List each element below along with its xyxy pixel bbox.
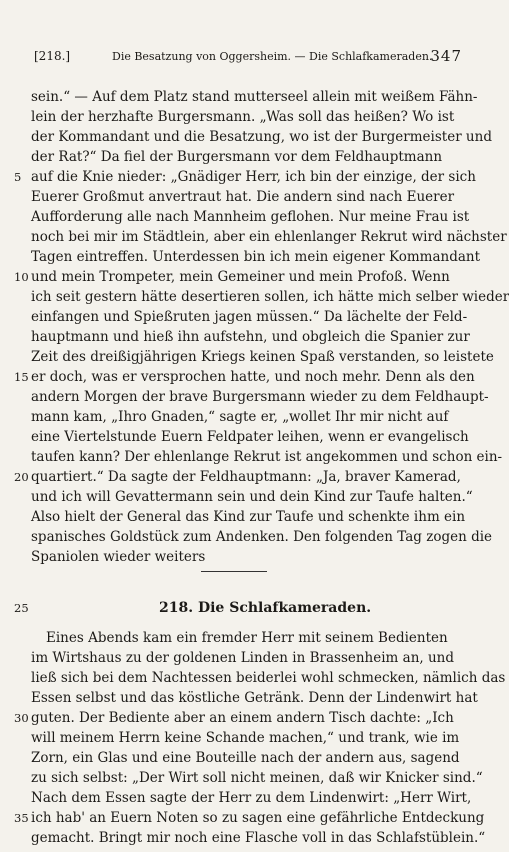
text-line: guten. Der Bediente aber an einem andern Tisch dachte: „Ich xyxy=(31,710,454,726)
text-line: Eines Abends kam ein fremder Herr mit seinem Bedienten xyxy=(46,630,448,646)
section-number-bracket: [218.] xyxy=(34,49,71,63)
running-header xyxy=(30,47,462,69)
text-line: der Rat?“ Da fiel der Burgersmann vor dem Feldhauptmann xyxy=(31,149,443,165)
text-line: im Wirtshaus zu der goldenen Linden in Brassenheim an, und xyxy=(31,650,455,666)
text-line: Zorn, ein Glas und eine Bouteille nach der andern aus, sagend xyxy=(31,750,460,766)
text-line: will meinem Herrn keine Schande machen,“ und trank, wie im xyxy=(31,730,460,746)
text-line: quartiert.“ Da sagte der Feldhauptmann: „Ja, braver Kamerad, xyxy=(31,469,461,485)
text-line: ich hab' an Euern Noten so zu sagen eine gefährliche Entdeckung xyxy=(31,810,485,826)
line-number: 5 xyxy=(14,170,22,184)
text-line: Aufforderung alle nach Mannheim geflohen. Nur meine Frau ist xyxy=(31,209,470,225)
text-line: gemacht. Bringt mir noch eine Flasche voll in das Schlafstüblein.“ xyxy=(31,830,486,846)
text-line: Nach dem Essen sagte der Herr zu dem Lindenwirt: „Herr Wirt, xyxy=(31,790,472,806)
text-line: Spaniolen wieder weiters xyxy=(31,549,206,565)
text-line: Tagen eintreffen. Unterdessen bin ich mein eigener Kommandant xyxy=(31,249,481,265)
line-number: 10 xyxy=(14,270,29,284)
text-line: Also hielt der General das Kind zur Taufe und schenkte ihm ein xyxy=(31,509,466,525)
text-line: und mein Trompeter, mein Gemeiner und mein Profoß. Wenn xyxy=(31,269,450,285)
text-line: und ich will Gevattermann sein und dein Kind zur Taufe halten.“ xyxy=(31,489,473,505)
text-line: er doch, was er versprochen hatte, und noch mehr. Denn als den xyxy=(31,369,475,385)
text-line: auf die Knie nieder: „Gnädiger Herr, ich bin der einzige, der sich xyxy=(31,169,476,185)
section-divider xyxy=(201,571,267,572)
text-line: einfangen und Spießruten jagen müssen.“ Da lächelte der Feld- xyxy=(31,309,468,325)
line-number: 30 xyxy=(14,711,29,725)
text-line: ließ sich bei dem Nachtessen beiderlei wohl schmecken, nämlich das xyxy=(31,670,506,686)
text-line: noch bei mir im Städtlein, aber ein ehlenlanger Rekrut wird nächster xyxy=(31,229,507,245)
text-line: sein.“ — Auf dem Platz stand mutterseel allein mit weißem Fähn- xyxy=(31,89,478,105)
text-line: hauptmann und hieß ihn aufstehn, und obgleich die Spanier zur xyxy=(31,329,470,345)
text-line: mann kam, „Ihro Gnaden,“ sagte er, „wollet Ihr mir nicht auf xyxy=(31,409,449,425)
text-line: zu sich selbst: „Der Wirt soll nicht meinen, daß wir Knicker sind.“ xyxy=(31,770,483,786)
text-line: der Kommandant und die Besatzung, wo ist der Burgermeister und xyxy=(31,129,492,145)
text-line: Essen selbst und das köstliche Getränk. Denn der Lindenwirt hat xyxy=(31,690,478,706)
text-line: lein der herzhafte Burgersmann. „Was soll das heißen? Wo ist xyxy=(31,109,455,125)
text-line: spanisches Goldstück zum Andenken. Den folgenden Tag zogen die xyxy=(31,529,493,545)
line-number: 20 xyxy=(14,470,29,484)
line-number: 35 xyxy=(14,811,29,825)
page-number: 347 xyxy=(430,47,462,65)
text-line: eine Viertelstunde Euern Feldpater leihen, wenn er evangelisch xyxy=(31,429,469,445)
running-title: Die Besatzung von Oggersheim. — Die Schlafkameraden. xyxy=(112,50,433,63)
line-number: 15 xyxy=(14,370,29,384)
text-line: taufen kann? Der ehlenlange Rekrut ist angekommen und schon ein- xyxy=(31,449,503,465)
text-line: andern Morgen der brave Burgersmann wieder zu dem Feldhaupt- xyxy=(31,389,489,405)
section-title: 218. Die Schlafkameraden. xyxy=(159,600,372,616)
line-number: 25 xyxy=(14,601,29,615)
text-line: Zeit des dreißigjährigen Kriegs keinen Spaß verstanden, so leistete xyxy=(31,349,494,365)
text-line: Euerer Großmut anvertraut hat. Die andern sind nach Euerer xyxy=(31,189,455,205)
text-line: ich seit gestern hätte desertieren sollen, ich hätte mich selber wieder xyxy=(31,289,509,305)
